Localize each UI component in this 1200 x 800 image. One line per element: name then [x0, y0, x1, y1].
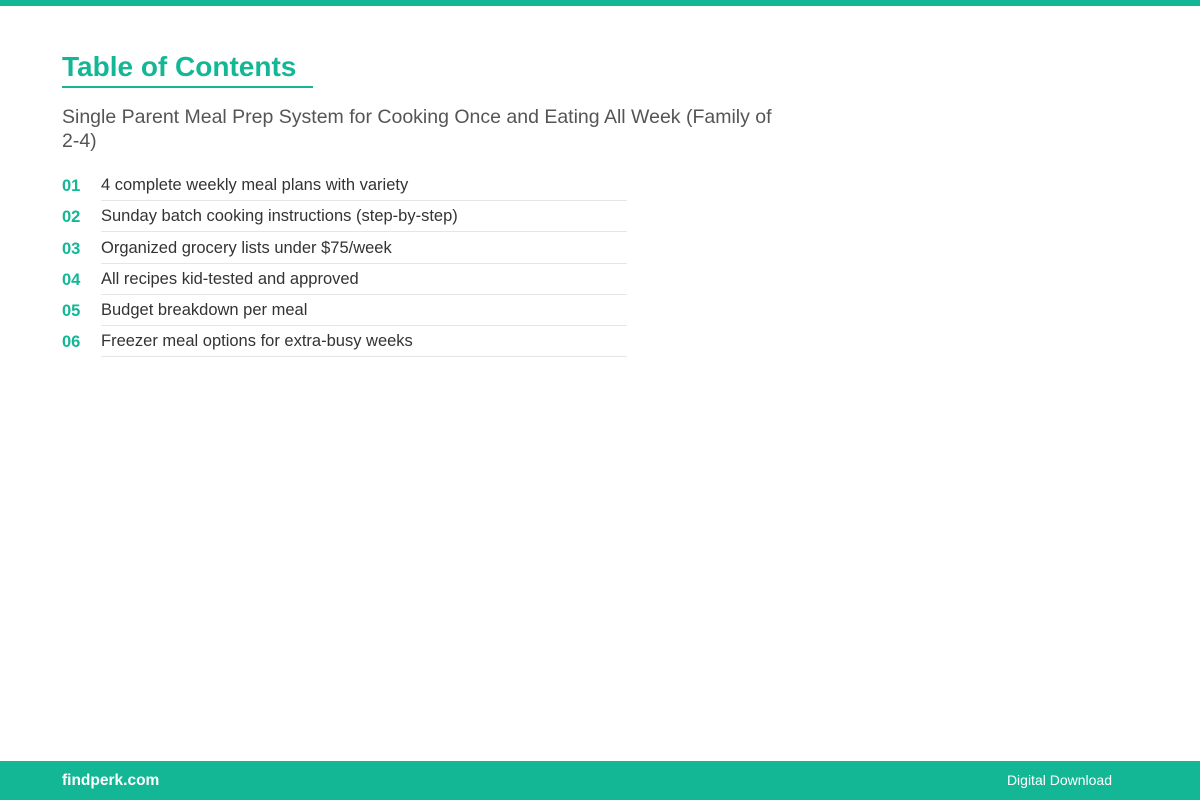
- toc-item-06: [62, 326, 632, 357]
- toc-item-label: Budget breakdown per meal: [101, 296, 627, 326]
- footer-site-name: findperk.com: [62, 772, 160, 789]
- table-of-contents-list: [62, 170, 632, 357]
- top-accent-bar: [0, 0, 1200, 6]
- page-subtitle: Single Parent Meal Prep System for Cooking Once and Eating All Week (Family of 2-4): [62, 106, 772, 152]
- toc-item-05: [62, 295, 632, 326]
- toc-item-02: [62, 201, 632, 232]
- footer-download-label: Digital Download: [1006, 772, 1112, 788]
- toc-item-number: 05: [62, 301, 81, 320]
- toc-item-label: Freezer meal options for extra-busy weeks: [101, 327, 627, 357]
- toc-item-01: [62, 170, 632, 201]
- toc-item-number: 02: [62, 208, 81, 227]
- toc-item-number: 04: [62, 270, 81, 289]
- toc-item-03: [62, 232, 632, 263]
- title-underline: [62, 86, 313, 88]
- toc-item-label: Organized grocery lists under $75/week: [101, 234, 627, 264]
- toc-item-04: [62, 264, 632, 295]
- toc-item-number: 06: [62, 333, 81, 352]
- toc-item-label: 4 complete weekly meal plans with variety: [101, 171, 627, 201]
- page-title: Table of Contents: [62, 51, 297, 82]
- footer-bar: [0, 761, 1200, 800]
- toc-item-label: All recipes kid-tested and approved: [101, 265, 627, 295]
- toc-item-number: 01: [62, 177, 81, 196]
- toc-item-label: Sunday batch cooking instructions (step-by-step): [101, 202, 627, 232]
- toc-item-number: 03: [62, 239, 81, 258]
